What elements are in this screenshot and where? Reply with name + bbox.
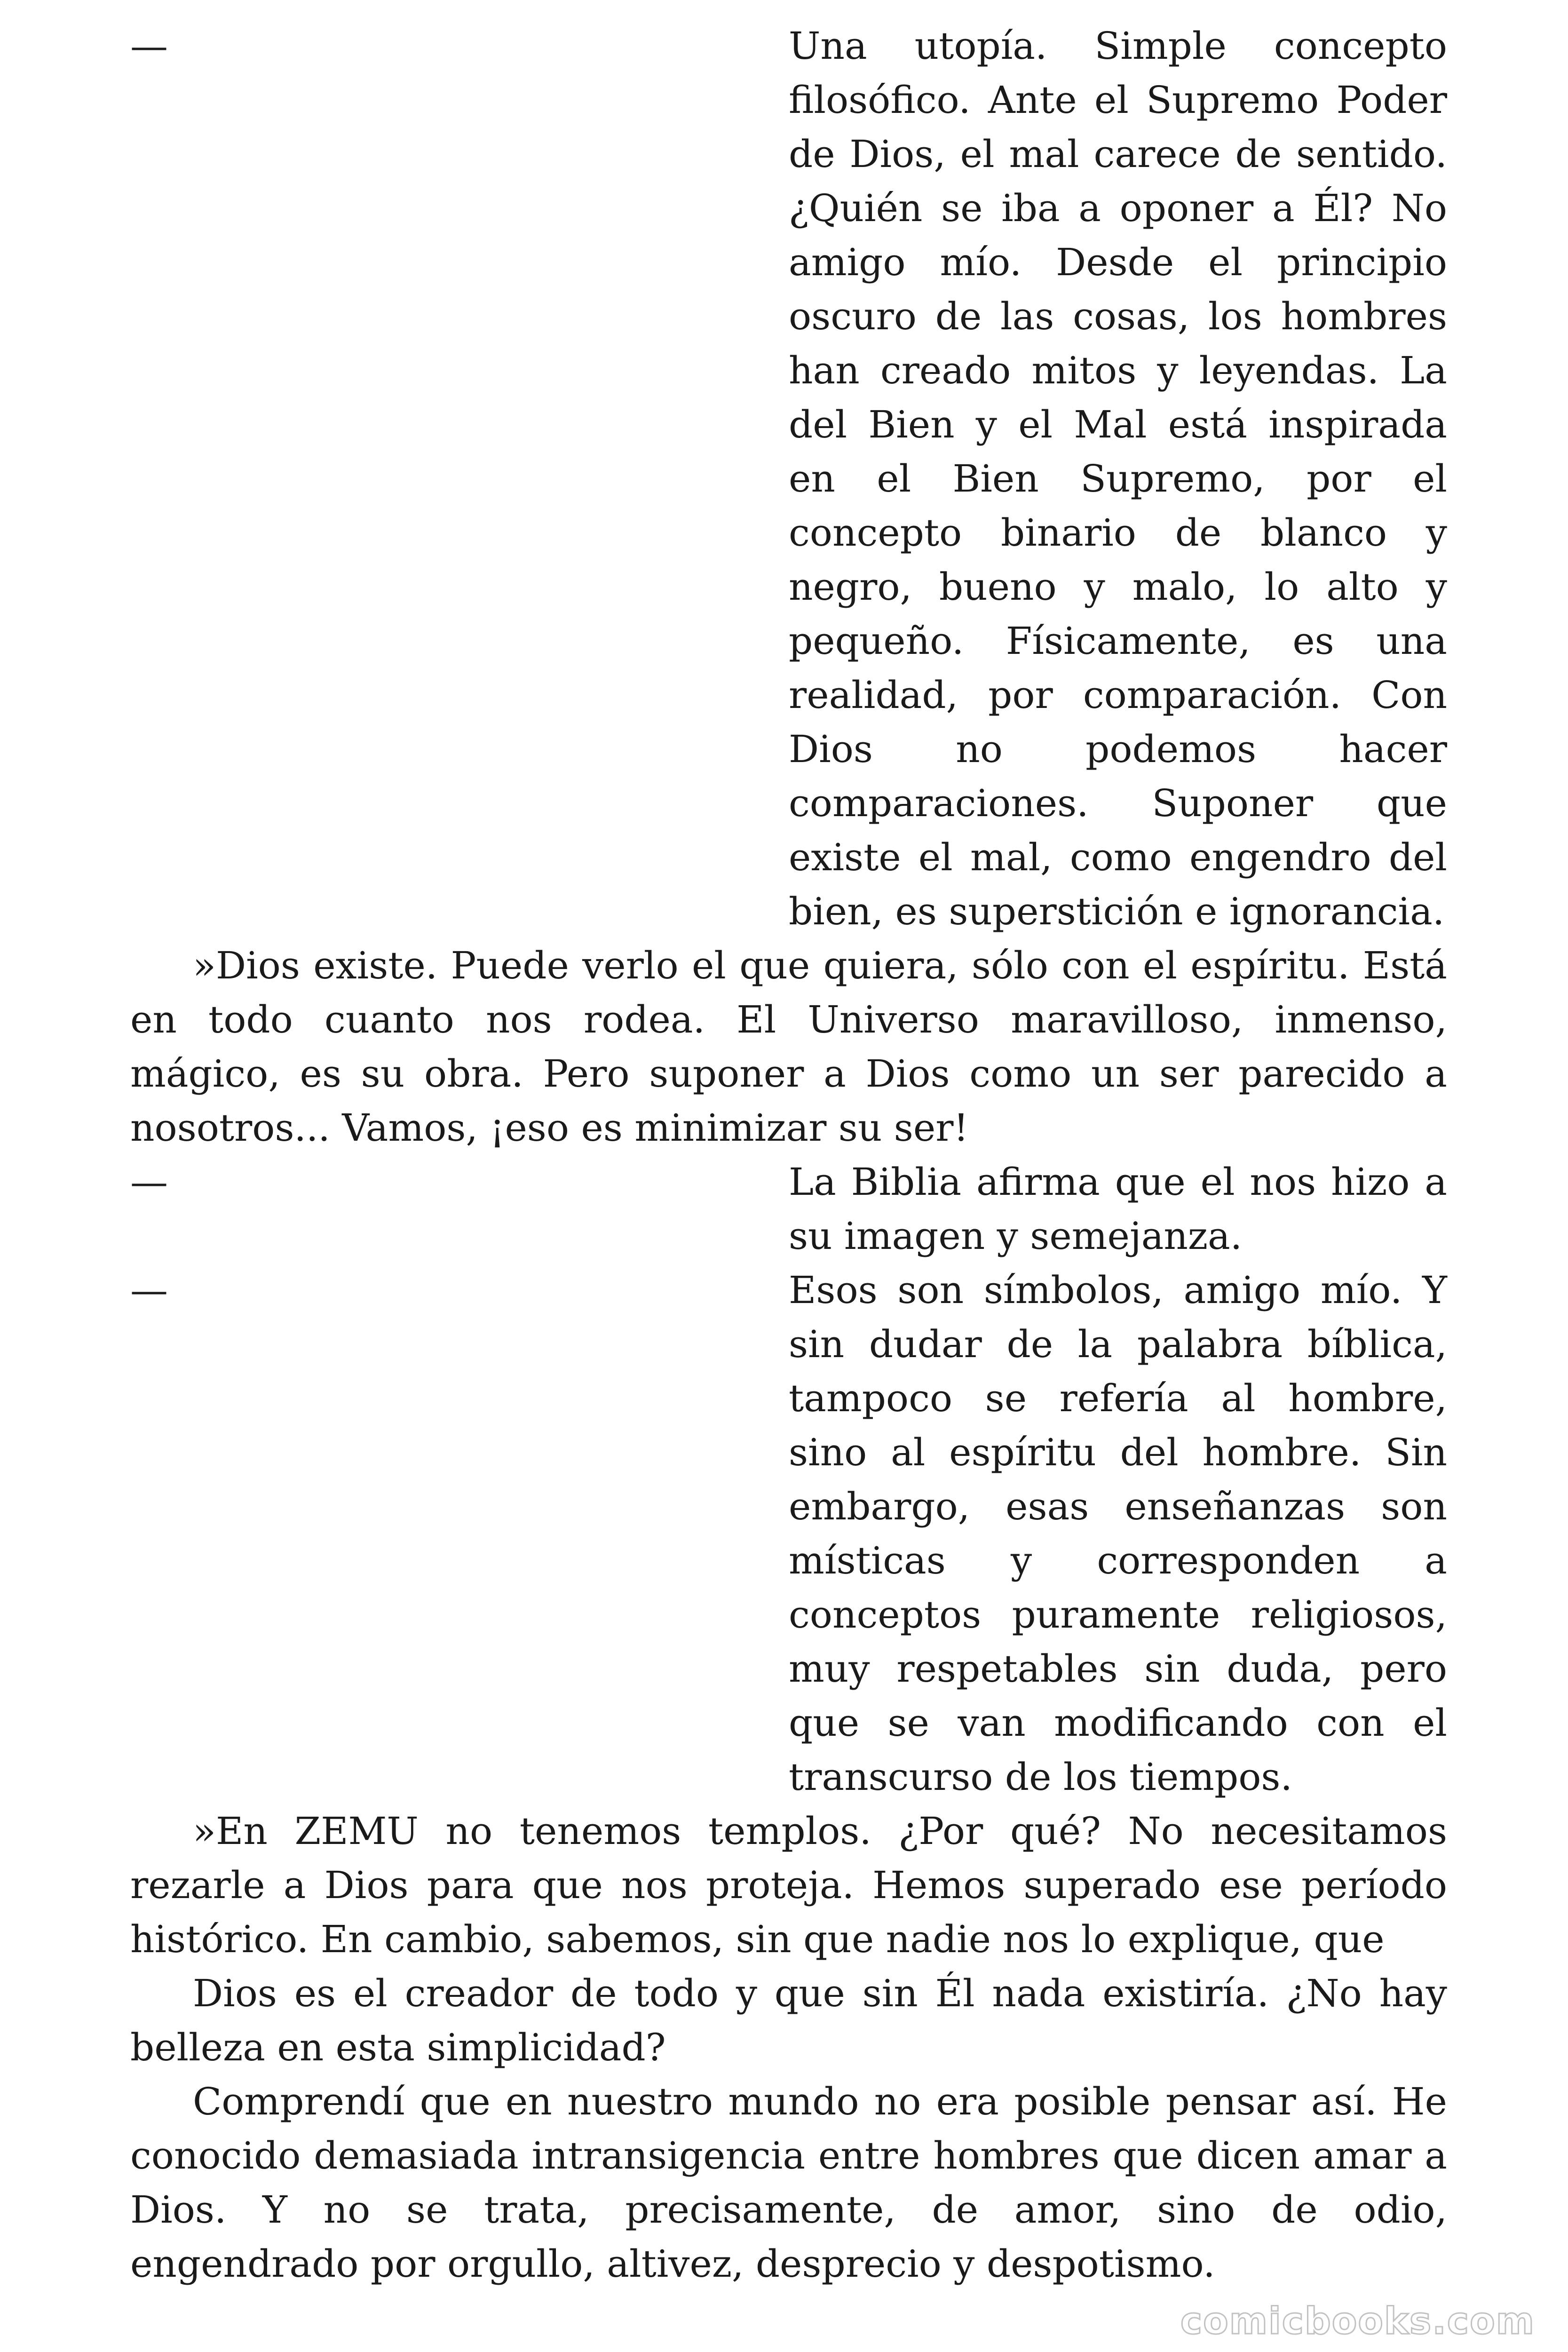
text-line: Esos son símbolos, amigo mío. Y bbox=[789, 1268, 1447, 1312]
paragraph bbox=[130, 1804, 1447, 1966]
text-line: mágico, es su obra. Pero suponer a Dios como un ser parecido a bbox=[130, 1052, 1447, 1096]
text-line: muy respetables sin duda, pero bbox=[789, 1647, 1447, 1691]
text-line: nosotros... Vamos, ¡eso es minimizar su ser! bbox=[130, 1106, 969, 1150]
text-line: belleza en esta simplicidad? bbox=[130, 2026, 666, 2069]
text-line: conceptos puramente religiosos, bbox=[789, 1593, 1447, 1637]
text-line: que se van modificando con el bbox=[789, 1701, 1447, 1745]
dialog-text bbox=[789, 19, 1447, 938]
text-line: Una utopía. Simple concepto bbox=[789, 24, 1447, 68]
text-line: conocido demasiada intransigencia entre hombres que dicen amar a bbox=[130, 2134, 1447, 2177]
text-line: pequeño. Físicamente, es una bbox=[789, 619, 1447, 663]
paragraph bbox=[130, 2074, 1447, 2291]
text-line: tampoco se refería al hombre, bbox=[789, 1376, 1447, 1420]
text-line: Dios. Y no se trata, precisamente, de amor, sino de odio, bbox=[130, 2188, 1447, 2232]
text-line: místicas y corresponden a bbox=[789, 1539, 1447, 1582]
text-line: embargo, esas enseñanzas son bbox=[789, 1485, 1447, 1528]
text-line: Dios es el creador de todo y que sin Él nada existiría. ¿No hay bbox=[193, 1971, 1447, 2015]
dialog-text bbox=[789, 1263, 1447, 1804]
text-line: han creado mitos y leyendas. La bbox=[789, 349, 1447, 392]
text-line: bien, es superstición e ignorancia. bbox=[789, 890, 1445, 933]
text-line: engendrado por orgullo, altivez, desprecio y despotismo. bbox=[130, 2242, 1215, 2286]
text-line: filosófico. Ante el Supremo Poder bbox=[789, 78, 1447, 122]
text-line: amigo mío. Desde el principio bbox=[789, 240, 1447, 284]
dialog-block bbox=[130, 19, 1447, 938]
text-line: »Dios existe. Puede verlo el que quiera, sólo con el espíritu. Está bbox=[193, 944, 1447, 987]
text-line: »En ZEMU no tenemos templos. ¿Por qué? No necesitamos bbox=[193, 1809, 1447, 1853]
page-text bbox=[130, 19, 1447, 2291]
text-line: comparaciones. Suponer que bbox=[789, 781, 1447, 825]
dialog-block bbox=[130, 1155, 1447, 1263]
dialog-block bbox=[130, 1263, 1447, 1804]
text-line: histórico. En cambio, sabemos, sin que nadie nos lo explique, que bbox=[130, 1917, 1385, 1961]
paragraph bbox=[130, 938, 1447, 1155]
watermark: comicbooks.com bbox=[1180, 2300, 1535, 2343]
paragraph bbox=[130, 1966, 1447, 2074]
text-line: rezarle a Dios para que nos proteja. Hemos superado ese período bbox=[130, 1863, 1447, 1907]
text-line: concepto binario de blanco y bbox=[789, 511, 1447, 555]
text-line: en todo cuanto nos rodea. El Universo maravilloso, inmenso, bbox=[130, 998, 1447, 1041]
text-line: La Biblia afirma que el nos hizo a bbox=[789, 1160, 1447, 1204]
text-line: sino al espíritu del hombre. Sin bbox=[789, 1430, 1447, 1474]
text-line: sin dudar de la palabra bíblica, bbox=[789, 1322, 1447, 1366]
text-line: de Dios, el mal carece de sentido. bbox=[789, 132, 1447, 176]
text-line: realidad, por comparación. Con bbox=[789, 673, 1447, 717]
text-line: existe el mal, como engendro del bbox=[789, 835, 1447, 879]
dialog-dash: — bbox=[130, 24, 168, 68]
text-line: ¿Quién se iba a oponer a Él? No bbox=[789, 186, 1447, 230]
text-line: del Bien y el Mal está inspirada bbox=[789, 403, 1447, 446]
text-line: oscuro de las cosas, los hombres bbox=[789, 294, 1447, 338]
dialog-text bbox=[789, 1155, 1447, 1263]
text-line: negro, bueno y malo, lo alto y bbox=[789, 565, 1447, 609]
text-line: transcurso de los tiempos. bbox=[789, 1755, 1292, 1799]
dialog-dash: — bbox=[130, 1160, 168, 1204]
text-line: Comprendí que en nuestro mundo no era posible pensar así. He bbox=[193, 2080, 1447, 2123]
text-line: Dios no podemos hacer bbox=[789, 727, 1447, 771]
text-line: en el Bien Supremo, por el bbox=[789, 457, 1447, 501]
text-line: su imagen y semejanza. bbox=[789, 1214, 1243, 1258]
dialog-dash: — bbox=[130, 1268, 168, 1312]
